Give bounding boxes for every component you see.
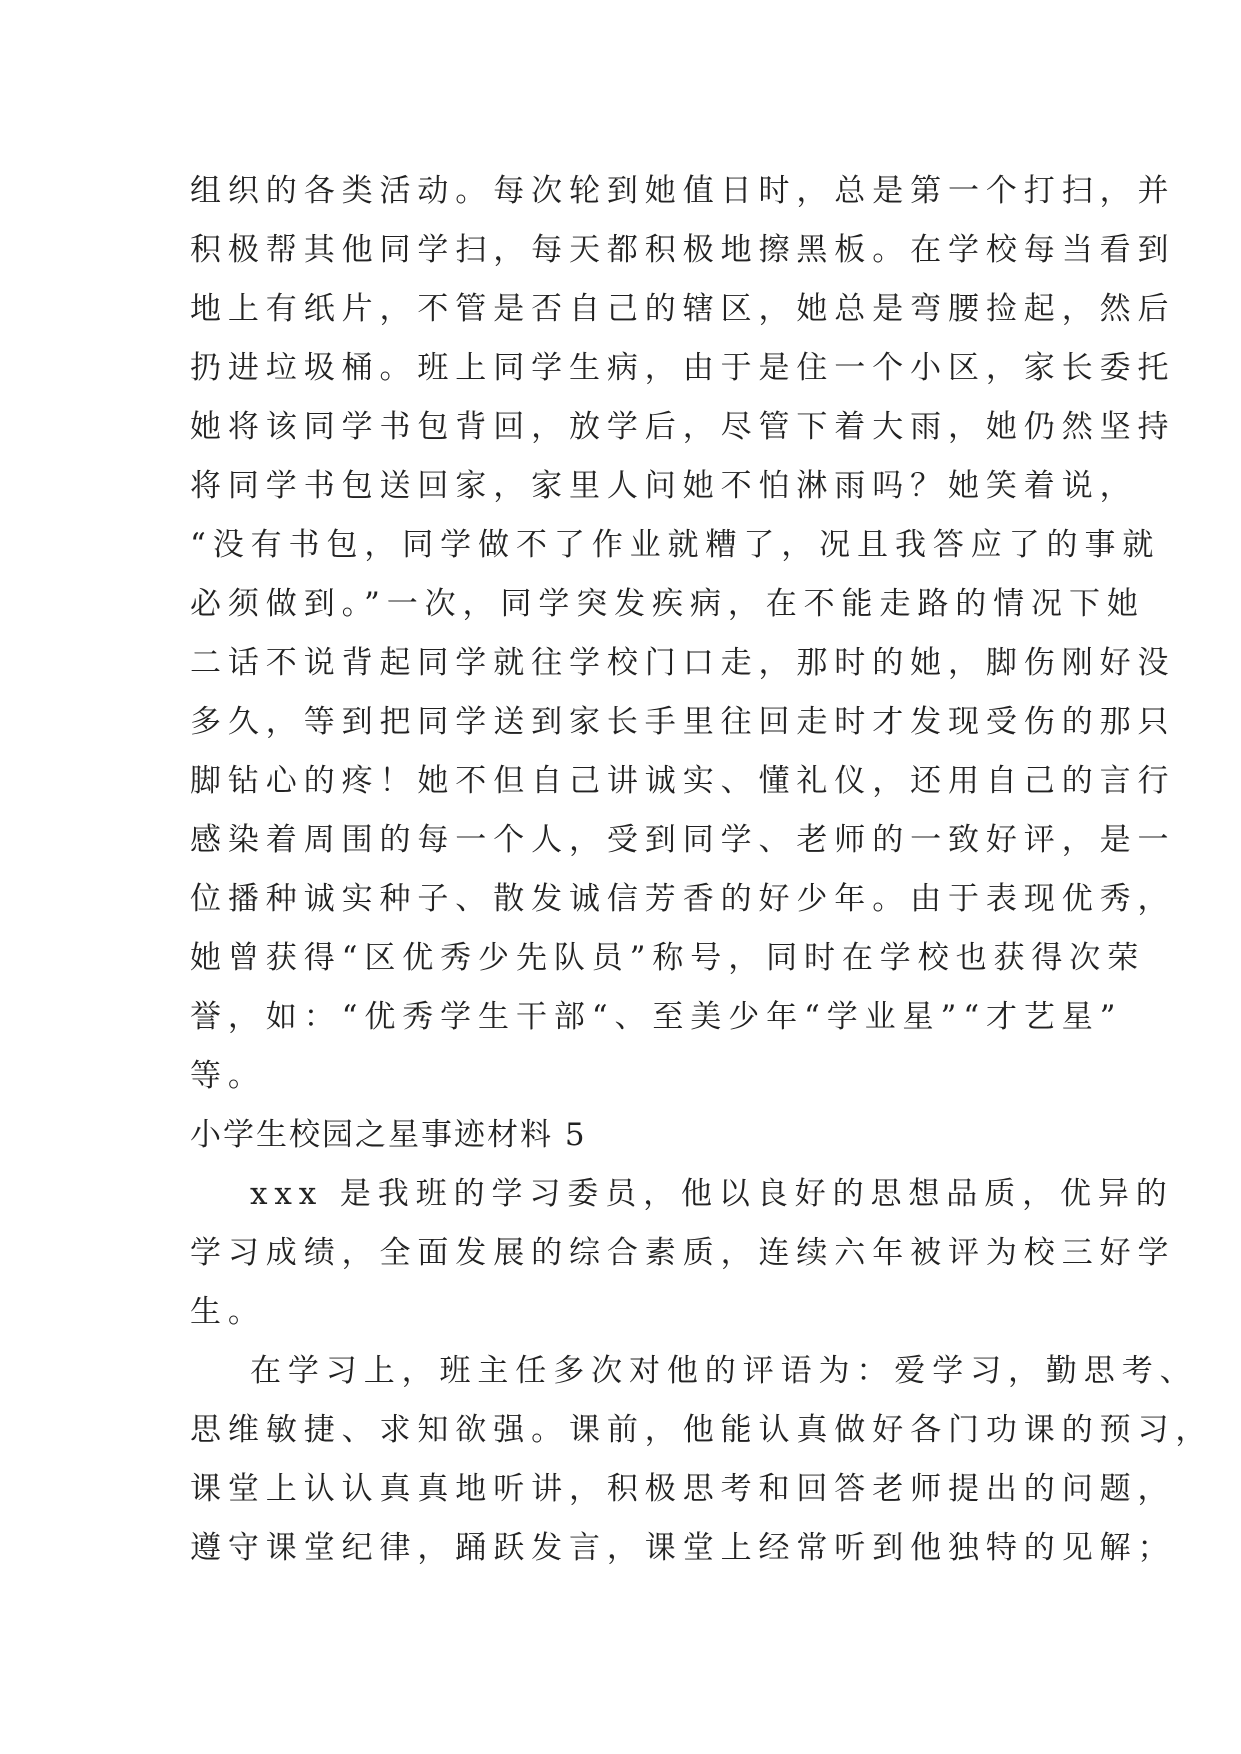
text-line: 她将该同学书包背回，放学后，尽管下着大雨，她仍然坚持 [190,409,1176,445]
text-line: 学习成绩，全面发展的综合素质，连续六年被评为校三好学 [190,1235,1176,1271]
text-line: 必须做到。”一次，同学突发疾病，在不能走路的情况下她 [190,586,1145,622]
text-line: 组织的各类活动。每次轮到她值日时，总是第一个打扫，并 [190,173,1176,209]
text-line: 感染着周围的每一个人，受到同学、老师的一致好评，是一 [190,822,1176,858]
text-line: 思维敏捷、求知欲强。课前，他能认真做好各门功课的预习， [190,1412,1214,1448]
text-line: 地上有纸片，不管是否自己的辖区，她总是弯腰捡起，然后 [190,291,1176,327]
text-line: 等。 [190,1058,266,1094]
text-line: 脚钻心的疼！她不但自己讲诚实、懂礼仪，还用自己的言行 [190,763,1176,799]
text-line: 生。 [190,1294,266,1330]
text-line: 扔进垃圾桶。班上同学生病，由于是住一个小区，家长委托 [190,350,1176,386]
text-line: 位播种诚实种子、散发诚信芳香的好少年。由于表现优秀， [190,881,1176,917]
text-line: 课堂上认认真真地听讲，积极思考和回答老师提出的问题， [190,1471,1176,1507]
text-line: 多久，等到把同学送到家长手里往回走时才发现受伤的那只 [190,704,1176,740]
section-heading: 小学生校园之星事迹材料 5 [190,1117,587,1153]
text-line: 积极帮其他同学扫，每天都积极地擦黑板。在学校每当看到 [190,232,1176,268]
text-line: 遵守课堂纪律，踊跃发言，课堂上经常听到他独特的见解； [190,1530,1176,1566]
text-line: “没有书包，同学做不了作业就糟了，况且我答应了的事就 [190,527,1161,563]
text-line: 将同学书包送回家，家里人问她不怕淋雨吗？她笑着说， [190,468,1138,504]
document-text [190,162,1214,1578]
text-line: 她曾获得“区优秀少先队员”称号，同时在学校也获得次荣 [190,940,1146,976]
text-line: 誉，如：“优秀学生干部“、至美少年“学业星”“才艺星” [190,999,1123,1035]
text-line: xxx 是我班的学习委员，他以良好的思想品质，优异的 [250,1176,1174,1212]
text-line: 二话不说背起同学就往学校门口走，那时的她，脚伤刚好没 [190,645,1176,681]
text-line: 在学习上，班主任多次对他的评语为：爱学习，勤思考、 [250,1353,1198,1389]
